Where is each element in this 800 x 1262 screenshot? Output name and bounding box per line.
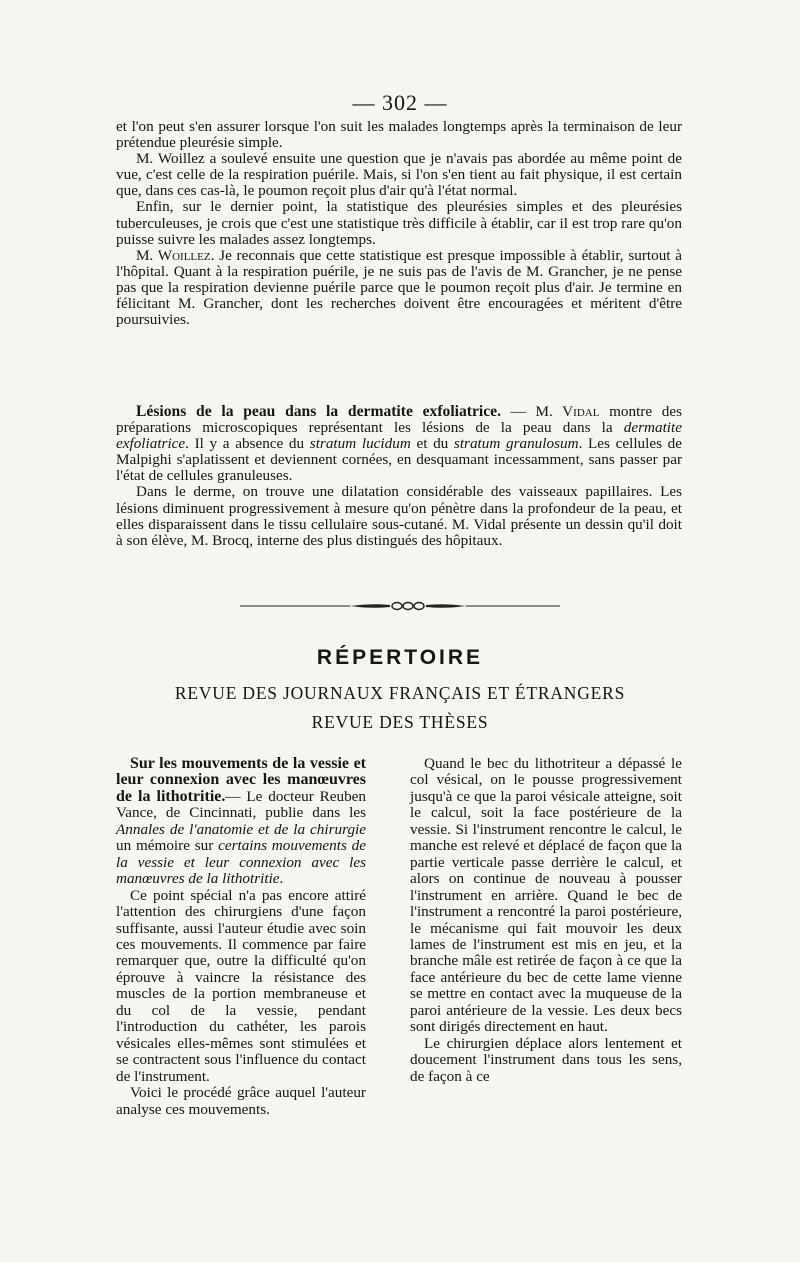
text-run: . Les cellules de Malpighi s'aplatissent et deviennent cornées, en desquamant incessamment, sans passer par l'état de cellules granuleuses. — [116, 435, 682, 485]
section-title: REVUE DES THÈSES — [311, 712, 489, 732]
paragraph: Le chirurgien déplace alors lentement et doucement l'instrument dans tous les sens, de façon à ce — [410, 1034, 682, 1085]
paragraph — [116, 756, 366, 888]
paragraph: Ce point spécial n'a pas encore attiré l'attention des chirurgiens d'une façon suffisante, aussi l'auteur étudie avec soin ces mouvements. Il commence par faire remarquer que, outre la difficulté qu'on éprouve à vaincre la résistance des muscles de la portion membraneuse et du col de la vessie, pendant l'introduction du cathéter, les parois vésicales elles-mêmes sont stimulées et se contractent sous l'influence du contact de l'instrument. — [116, 886, 366, 1085]
paragraph — [116, 248, 682, 328]
memoir-title: certains mouvements de la vessie et leur connexion avec les manœuvres de la lithotritie — [116, 837, 366, 888]
article-heading: Sur les mouvements de la vessie et leur connexion avec les manœuvres de la lithotritie. — [116, 755, 366, 805]
dash: — — [501, 403, 536, 420]
section-heading: Lésions de la peau dans la dermatite exfoliatrice. — [136, 403, 501, 420]
italic-term: dermatite exfoliatrice — [116, 419, 682, 453]
speaker-name: M. Woillez. — [136, 246, 215, 264]
repertoire-subtitle: REVUE DES JOURNAUX FRANÇAIS ET ÉTRANGERS — [174, 683, 626, 703]
right-column — [410, 756, 682, 1085]
speaker-name: M. Vidal — [535, 403, 600, 420]
repertoire-title: RÉPERTOIRE — [316, 646, 484, 669]
paragraph — [116, 404, 682, 484]
text-run: . — [279, 870, 284, 888]
paragraph-text: Je reconnais que cette statistique est presque impossible à établir, surtout à l'hôpital. Quant à la respiration puérile, je ne suis pas de l'avis de M. Grancher, je ne pense pas que la respiration devienne puérile parce que le poumon reçoit plus d'air. Je termine en félicitant M. Grancher, dont les recherches doivent être encouragées et méritent d'être poursuivies. — [116, 246, 682, 329]
text-run: un mémoire sur — [116, 837, 219, 855]
page-number: — 302 — — [352, 90, 448, 115]
paragraph: Quand le bec du lithotriteur a dépassé le col vésical, on le pousse progressivement jusqu'à ce que la paroi vésicale atteigne, soit le calcul, soit la face postérieure de la vessie. Si l'instrument rencontre le calcul, le manche est relevé et déplacé de façon que la partie verticale passe derrière le calcul, et alors on continue de nouveau à pousser l'instrument en arrière. Quand le bec de l'instrument a rencontré la paroi postérieure, le mécanisme qui fait mouvoir les deux lames de l'instrument est mis en jeu, et la branche mâle est retirée de façon à ce que la face antérieure du bec de cette lame vienne se mettre en contact avec la muqueuse de la paroi antérieure de la vessie. Les deux becs sont dirigés directement en haut. — [410, 755, 682, 1036]
paragraph: et l'on peut s'en assurer lorsque l'on suit les malades longtemps après la terminaison de leur prétendue pleurésie simple. — [116, 118, 682, 152]
paragraph: Voici le procédé grâce auquel l'auteur analyse ces mouvements. — [116, 1084, 366, 1118]
paragraph: M. Woillez a soulevé ensuite une question que je n'avais pas abordée au même point de vue, c'est celle de la respiration puérile. Mais, si l'on s'en tient au fait physique, il est certain que, dans ces cas-là, le poumon reçoit plus d'air qu'à l'état normal. — [116, 150, 682, 200]
text-run: — Le docteur Reuben Vance, de Cincinnati, publie dans les — [116, 787, 366, 822]
italic-term: stratum granulosum — [453, 435, 579, 453]
italic-term: stratum lucidum — [309, 435, 411, 453]
paragraph: Enfin, sur le dernier point, la statistique des pleurésies simples et des pleurésies tuberculeuses, je crois que c'est une statistique très difficile à établir, car il est trop rare qu'on puisse suivre les malades assez longtemps. — [116, 198, 682, 248]
text-run: montre des préparations microscopiques représentant les lésions de la peau dans la — [116, 403, 682, 437]
text-run: et du — [410, 435, 454, 453]
left-column — [116, 756, 366, 1118]
text-run: . Il y a absence du — [185, 435, 310, 453]
lesions-section — [116, 404, 682, 549]
ornamental-divider — [240, 600, 560, 612]
journal-name: Annales de l'anatomie et de la chirurgie — [116, 820, 366, 838]
paragraph: Dans le derme, on trouve une dilatation considérable des vaisseaux papillaires. Les lésions diminuent progressivement à mesure qu'on pénètre dans la profondeur de la peau, et elles disparaissent dans le tissu cellulaire sous-cutané. M. Vidal présente un dessin qu'il doit à son élève, M. Brocq, interne des plus distingués des hôpitaux. — [116, 483, 682, 549]
discussion-block — [116, 119, 682, 328]
